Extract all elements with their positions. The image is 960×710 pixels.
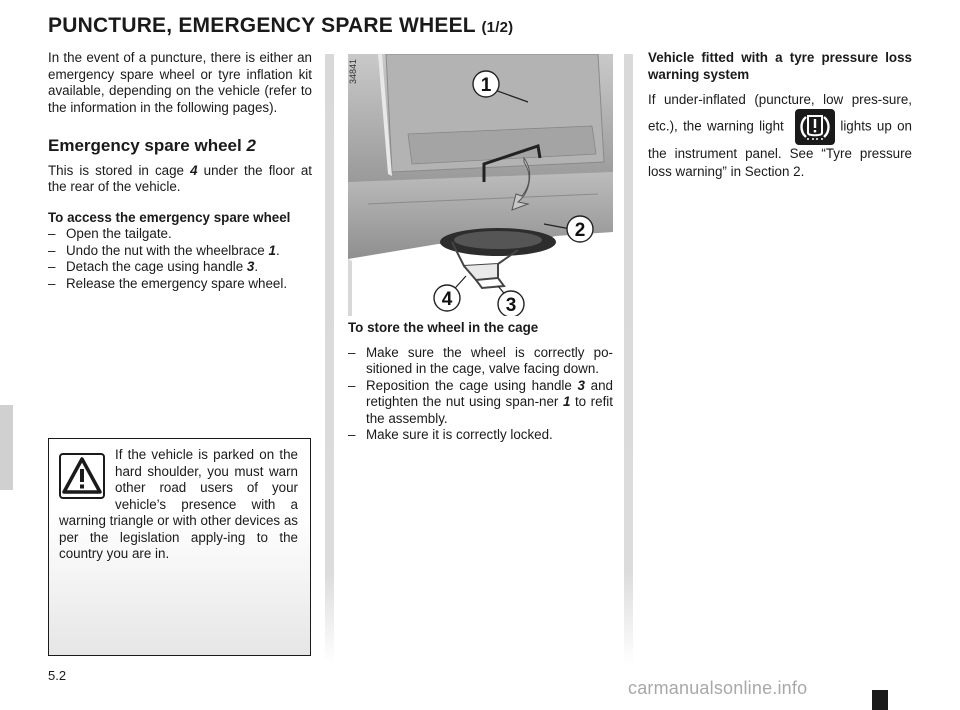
warning-box <box>48 438 311 656</box>
callout-4 <box>434 285 460 311</box>
svg-text:3: 3 <box>505 295 517 316</box>
callout-1 <box>473 71 499 97</box>
store-steps-list <box>348 345 613 444</box>
tyre-pressure-warning-icon <box>795 109 835 145</box>
access-step-4: – Release the emergency spare wheel. <box>48 276 312 293</box>
store-step-1: – Make sure the wheel is correctly po-sitioned in the cage, valve facing down. <box>348 345 613 378</box>
access-step-1: – Open the tailgate. <box>48 226 312 243</box>
warning-text: If the vehicle is parked on the hard shoulder, you must warn other road users of your vehicle’s presence with a warning triangle or with other devices as per the legislation apply-ing to the country you are in. <box>59 447 298 561</box>
access-step-3: – Detach the cage using handle 3. <box>48 259 312 276</box>
section-side-tab <box>0 405 13 490</box>
column-divider-left <box>325 54 334 664</box>
callout-3 <box>498 291 524 316</box>
page-title: PUNCTURE, EMERGENCY SPARE WHEEL (1/2) <box>48 14 514 37</box>
column-right <box>648 50 912 181</box>
callout-2 <box>567 216 593 242</box>
svg-text:4: 4 <box>441 289 453 310</box>
warning-triangle-icon <box>59 453 105 499</box>
svg-text:1: 1 <box>480 75 492 96</box>
store-step-3: – Make sure it is correctly locked. <box>348 427 613 444</box>
column-left <box>48 50 312 292</box>
svg-text:2: 2 <box>574 220 586 241</box>
column-divider-right <box>624 54 633 664</box>
tpms-title: Vehicle fitted with a tyre pressure loss warning system <box>648 50 912 82</box>
section-heading-spare-wheel: Emergency spare wheel 2 <box>48 136 256 155</box>
access-steps-list <box>48 226 312 292</box>
access-title: To access the emergency spare wheel <box>48 209 291 225</box>
tpms-paragraph: If under-inflated (puncture, low pres-sure, etc.), the warning light lights up on the instrument panel. See “Tyre pressure loss warning” in Section 2. <box>648 92 912 179</box>
watermark: carmanualsonline.info <box>628 678 808 698</box>
store-step-2: – Reposition the cage using handle 3 and retighten the nut using span-ner 1 to refit the assembly. <box>348 378 613 428</box>
intro-paragraph: In the event of a puncture, there is either an emergency spare wheel or tyre inflation kit available, depending on the vehicle (refer to the information in the following pages). <box>48 50 312 115</box>
access-step-2: – Undo the nut with the wheelbrace 1. <box>48 243 312 260</box>
page-number: 5.2 <box>48 668 67 683</box>
store-title: To store the wheel in the cage <box>348 320 539 335</box>
figure-ref-code: 34841 <box>348 58 358 84</box>
spare-wheel-illustration <box>348 54 613 316</box>
storage-paragraph: This is stored in cage 4 under the floor at the rear of the vehicle. <box>48 162 313 194</box>
corner-mark <box>872 690 888 710</box>
page-title-part: (1/2) <box>481 19 514 36</box>
column-middle <box>348 320 613 444</box>
